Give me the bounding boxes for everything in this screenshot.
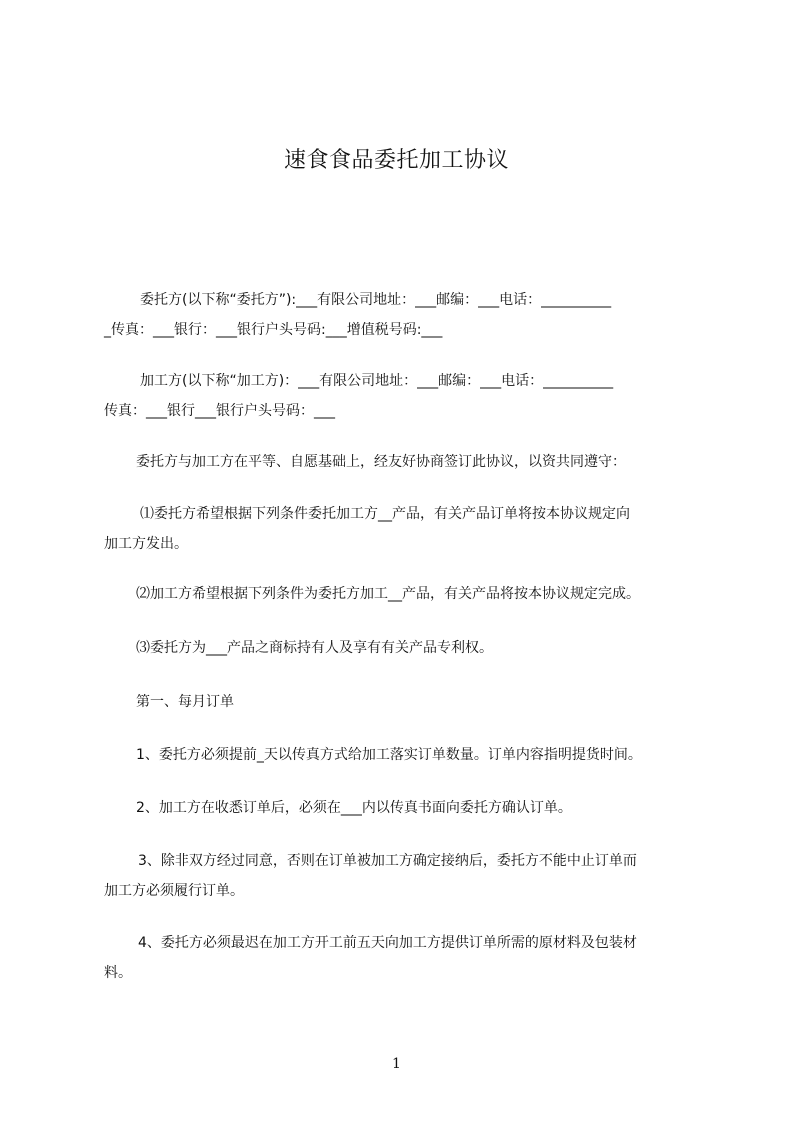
paragraph-item-1 <box>104 499 704 559</box>
paragraph-line: 委托方与加工方在平等、自愿基础上，经友好协商签订此协议，以资共同遵守： <box>136 454 626 470</box>
paragraph-clause-2 <box>104 793 704 823</box>
paragraph-line: 加工方必须履行订单。 <box>104 883 244 899</box>
paragraph-line: ⑴委托方希望根据下列条件委托加工方__产品，有关产品订单将按本协议规定向 <box>140 506 630 522</box>
paragraph-line: 3、除非双方经过同意，否则在订单被加工方确定接纳后，委托方不能中止订单而 <box>138 853 637 869</box>
paragraph-clause-1 <box>104 740 704 770</box>
document-title: 速食食品委托加工协议 <box>283 148 509 173</box>
paragraph-processor-info <box>104 366 704 426</box>
paragraph-clause-3 <box>104 846 704 906</box>
paragraph-line: 委托方(以下称“委托方”):___有限公司地址：___邮编：___电话：__________ <box>140 292 612 308</box>
paragraph-line: 传真：___银行___银行户头号码：___ <box>104 403 335 419</box>
paragraph-preamble <box>104 447 704 477</box>
paragraph-clause-4 <box>104 928 704 988</box>
paragraph-line: 加工方(以下称“加工方)：___有限公司地址：___邮编：___电话：__________ <box>140 373 614 389</box>
paragraph-item-3 <box>104 633 704 663</box>
paragraph-item-2 <box>104 579 704 609</box>
paragraph-line: 料。 <box>104 965 132 981</box>
paragraph-line: 加工方发出。 <box>104 536 188 552</box>
paragraph-line: 2、加工方在收悉订单后，必须在___内以传真书面向委托方确认订单。 <box>136 800 572 816</box>
paragraph-line: ⑶委托方为___产品之商标持有人及享有有关产品专利权。 <box>136 640 493 656</box>
paragraph-client-info <box>104 285 704 345</box>
section-1-heading <box>104 687 704 717</box>
paragraph-line: 4、委托方必须最迟在加工方开工前五天向加工方提供订单所需的原材料及包装材 <box>138 935 637 951</box>
paragraph-line: _传真：___银行：___银行户头号码:___增值税号码:___ <box>104 322 443 338</box>
page-number: 1 <box>392 1056 401 1072</box>
paragraph-line: 1、委托方必须提前_天以传真方式给加工落实订单数量。订单内容指明提货时间。 <box>136 747 642 763</box>
paragraph-line: ⑵加工方希望根据下列条件为委托方加工__产品，有关产品将按本协议规定完成。 <box>136 586 640 602</box>
section-heading: 第一、每月订单 <box>136 694 234 710</box>
